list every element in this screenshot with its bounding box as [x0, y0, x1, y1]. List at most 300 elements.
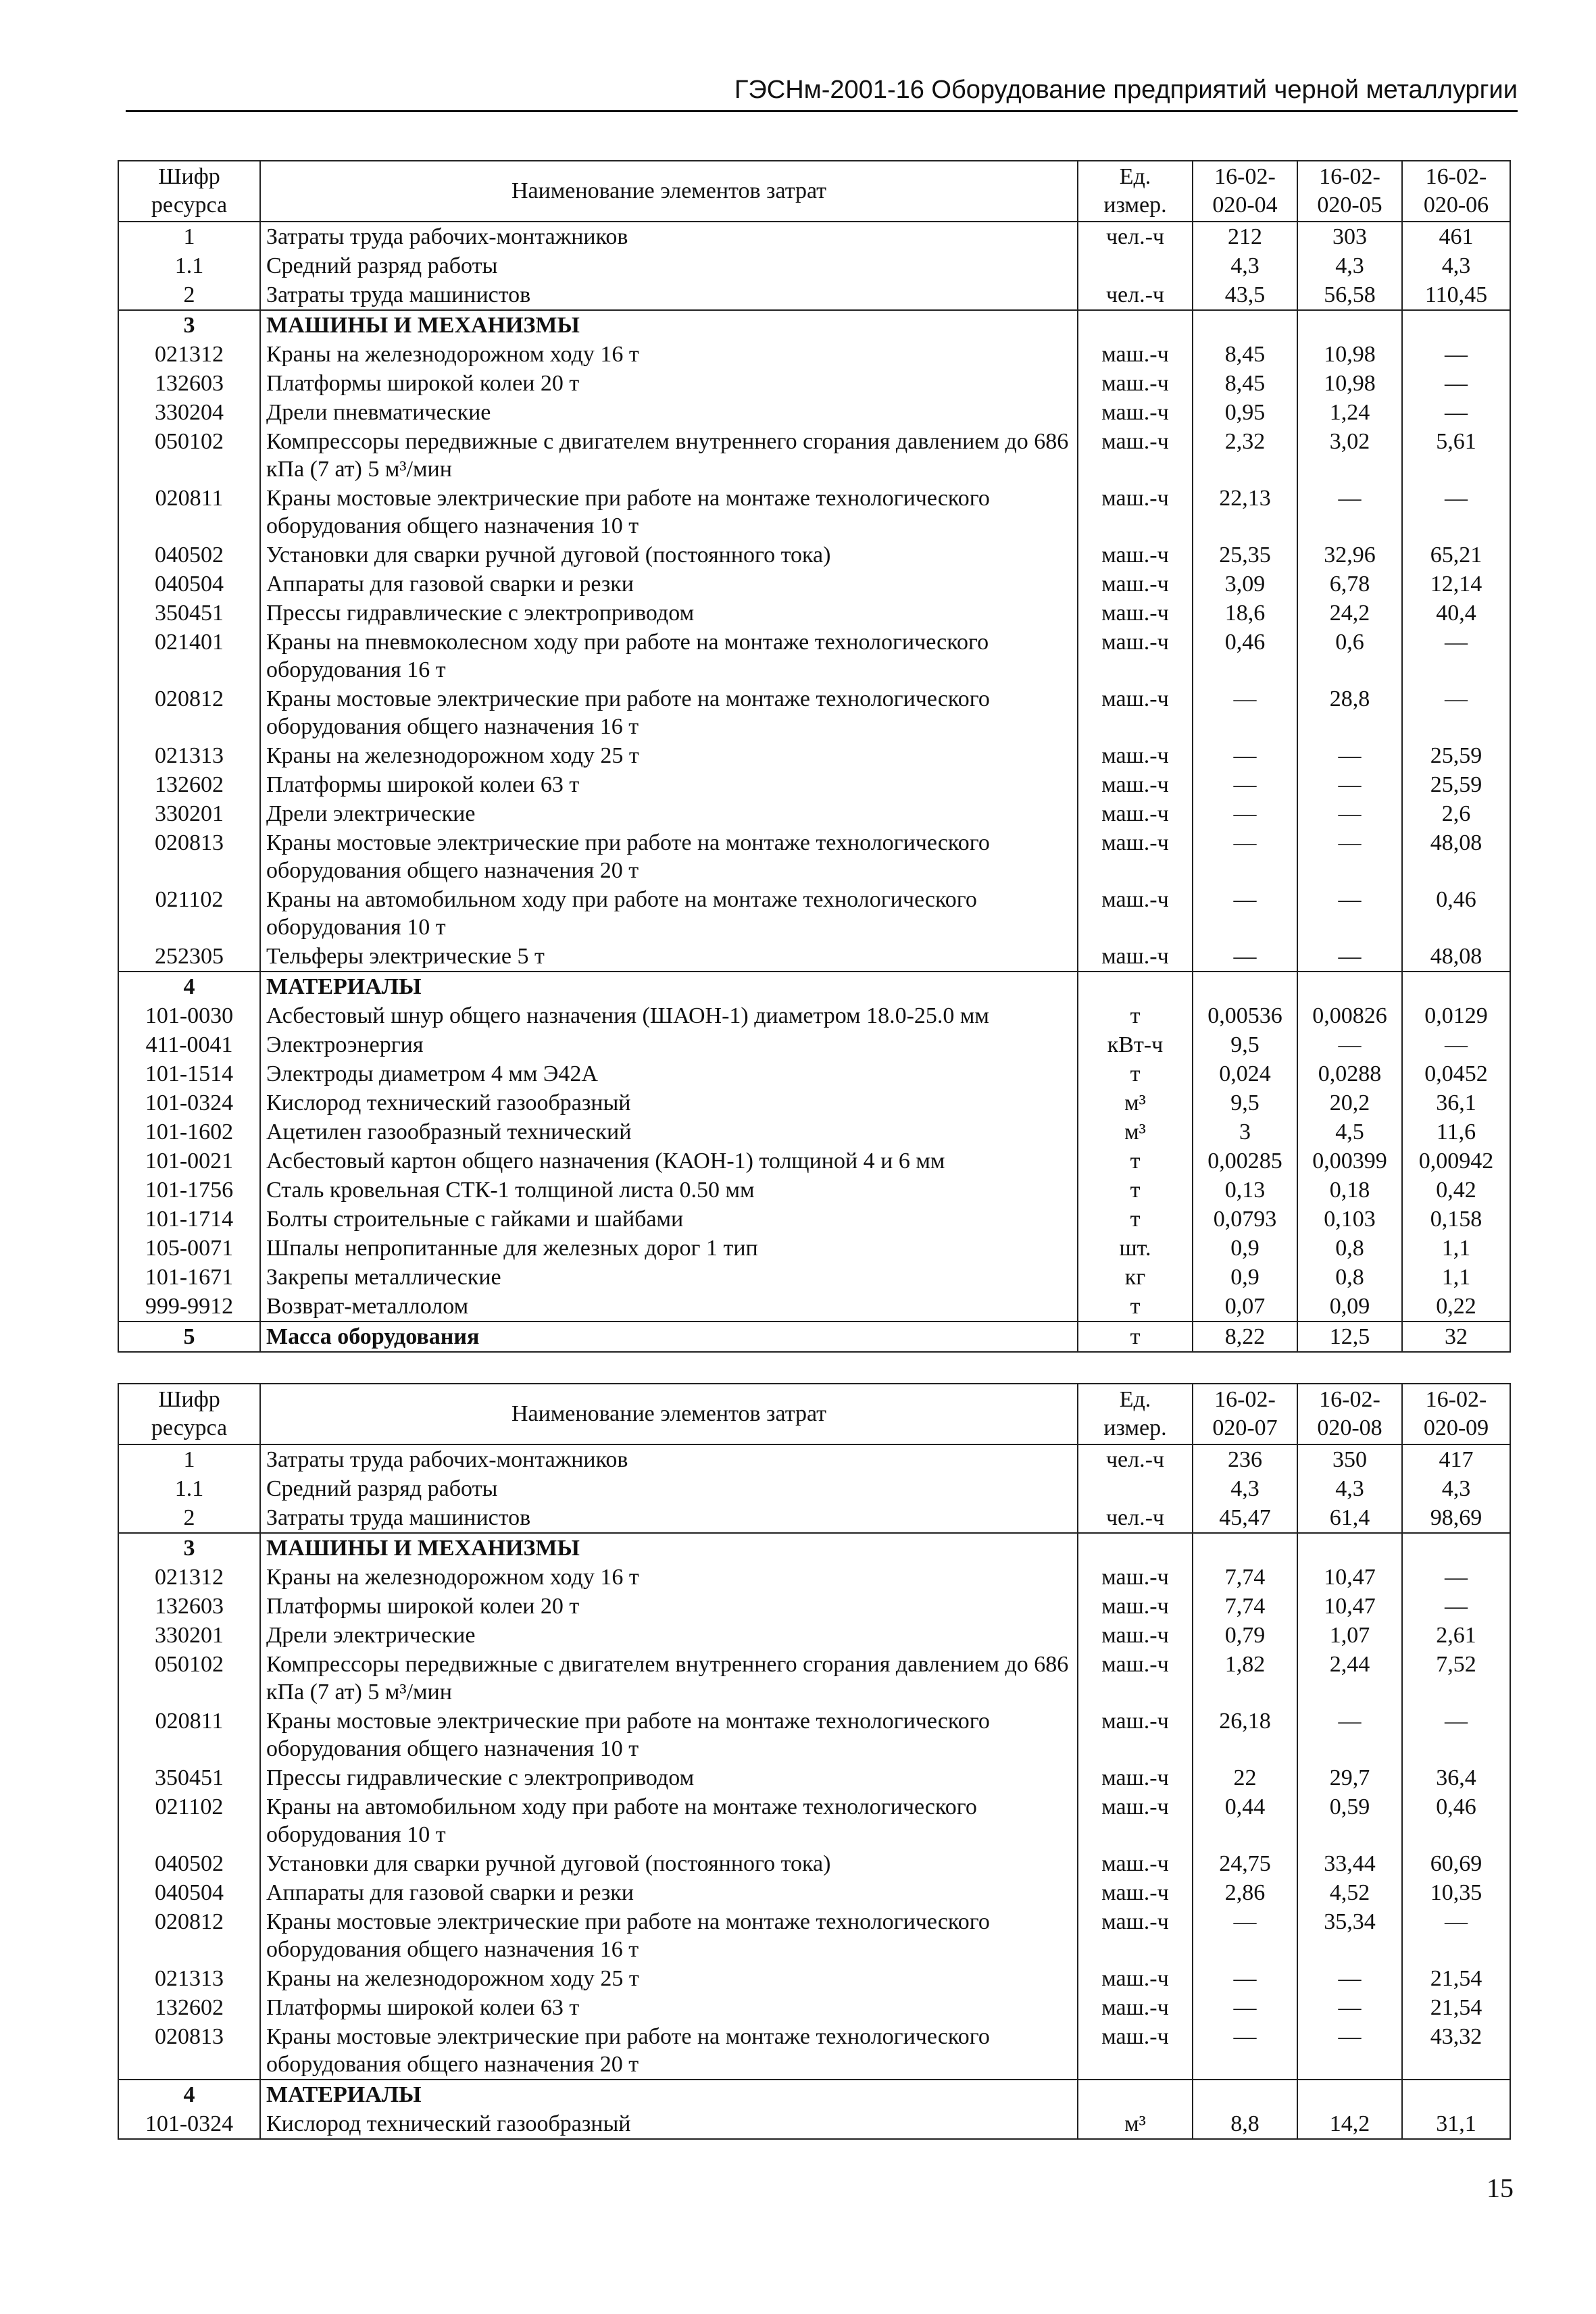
norm-value: 43,32 [1402, 2022, 1510, 2080]
resource-code: 020813 [118, 828, 260, 885]
norm-value: 12,5 [1297, 1322, 1402, 1352]
table-row [118, 1907, 1510, 1964]
resource-code: 021102 [118, 1792, 260, 1849]
resource-code: 3 [118, 310, 260, 340]
cost-element-name: Платформы широкой колеи 63 т [260, 770, 1078, 799]
resource-code: 021313 [118, 741, 260, 770]
cost-element-name: Возврат-металлолом [260, 1292, 1078, 1322]
resource-code: 020813 [118, 2022, 260, 2080]
header-line: 020-05 [1317, 193, 1382, 218]
cost-element-name: Установки для сварки ручной дуговой (постоянного тока) [260, 1849, 1078, 1878]
norm-value [1193, 972, 1297, 1001]
norm-value: 0,158 [1402, 1205, 1510, 1234]
cost-element-name: Сталь кровельная СТК-1 толщиной листа 0.50 мм [260, 1176, 1078, 1205]
norm-value: 25,59 [1402, 770, 1510, 799]
resource-code: 101-0021 [118, 1147, 260, 1176]
norm-value: 56,58 [1297, 280, 1402, 310]
norm-value: — [1402, 1030, 1510, 1059]
norm-value: 60,69 [1402, 1849, 1510, 1878]
norm-value: 22 [1193, 1763, 1297, 1792]
unit-of-measure: маш.-ч [1078, 684, 1193, 741]
norm-value: 36,4 [1402, 1763, 1510, 1792]
norm-value: 0,44 [1193, 1792, 1297, 1849]
norm-value: 21,54 [1402, 1993, 1510, 2022]
resource-code: 050102 [118, 1650, 260, 1707]
resource-code: 020811 [118, 484, 260, 540]
resource-code: 132603 [118, 369, 260, 398]
norm-value: 4,3 [1297, 1474, 1402, 1503]
norm-value: 98,69 [1402, 1503, 1510, 1533]
table-row [118, 972, 1510, 1001]
norm-value: 0,0129 [1402, 1001, 1510, 1030]
norm-value: 4,3 [1402, 1474, 1510, 1503]
resource-code: 020811 [118, 1707, 260, 1763]
norm-value: 4,5 [1297, 1117, 1402, 1147]
norm-value: 32 [1402, 1322, 1510, 1352]
cost-element-name: Закрепы металлические [260, 1263, 1078, 1292]
cost-element-name: Краны на железнодорожном ходу 25 т [260, 1964, 1078, 1993]
norm-value: 0,09 [1297, 1292, 1402, 1322]
cost-element-name: МАШИНЫ И МЕХАНИЗМЫ [260, 1533, 1078, 1563]
table-row [118, 251, 1510, 280]
unit-of-measure: маш.-ч [1078, 1650, 1193, 1707]
resource-code: 021312 [118, 1563, 260, 1592]
norm-value: 35,34 [1297, 1907, 1402, 1964]
cost-element-name: Прессы гидравлические с электроприводом [260, 1763, 1078, 1792]
header-rule [126, 110, 1518, 112]
norm-value: 0,0793 [1193, 1205, 1297, 1234]
header-line: Шифр [158, 164, 220, 189]
norm-value: 25,35 [1193, 540, 1297, 570]
cost-element-name: Краны мостовые электрические при работе на монтаже технологического оборудования общего назначения 20 т [260, 2022, 1078, 2080]
unit-of-measure: маш.-ч [1078, 942, 1193, 972]
resource-code: 020812 [118, 1907, 260, 1964]
unit-of-measure: маш.-ч [1078, 570, 1193, 599]
norm-value: 0,18 [1297, 1176, 1402, 1205]
norm-value: 24,75 [1193, 1849, 1297, 1878]
table-row [118, 2022, 1510, 2080]
cost-element-name: Шпалы непропитанные для железных дорог 1 тип [260, 1234, 1078, 1263]
cost-element-name: Затраты труда рабочих-монтажников [260, 222, 1078, 251]
norm-value: — [1402, 1592, 1510, 1621]
resource-code: 2 [118, 280, 260, 310]
resource-code: 4 [118, 972, 260, 1001]
cost-element-name: Дрели пневматические [260, 398, 1078, 427]
table-row [118, 540, 1510, 570]
cost-element-name: Краны на пневмоколесном ходу при работе на монтаже технологического оборудования 16 т [260, 628, 1078, 684]
unit-of-measure: маш.-ч [1078, 599, 1193, 628]
resource-code: 040502 [118, 1849, 260, 1878]
cost-element-name: Установки для сварки ручной дуговой (постоянного тока) [260, 540, 1078, 570]
table-row [118, 741, 1510, 770]
unit-of-measure [1078, 972, 1193, 1001]
table-row [118, 1533, 1510, 1563]
table-row [118, 1707, 1510, 1763]
cost-element-name: Дрели электрические [260, 799, 1078, 828]
header-norm-code [1297, 161, 1402, 222]
cost-element-name: МАШИНЫ И МЕХАНИЗМЫ [260, 310, 1078, 340]
unit-of-measure: чел.-ч [1078, 1444, 1193, 1474]
norm-value: 31,1 [1402, 2109, 1510, 2139]
norm-value: 4,3 [1402, 251, 1510, 280]
unit-of-measure: маш.-ч [1078, 1849, 1193, 1878]
unit-of-measure: маш.-ч [1078, 1563, 1193, 1592]
table-row [118, 1878, 1510, 1907]
norm-value: 33,44 [1297, 1849, 1402, 1878]
unit-of-measure: маш.-ч [1078, 1792, 1193, 1849]
resource-code: 350451 [118, 1763, 260, 1792]
norm-value: — [1193, 684, 1297, 741]
table-row [118, 2080, 1510, 2109]
norm-value: 8,45 [1193, 340, 1297, 369]
norm-value: 5,61 [1402, 427, 1510, 484]
norm-value: 10,35 [1402, 1878, 1510, 1907]
norm-value: 0,46 [1402, 1792, 1510, 1849]
table-row [118, 1322, 1510, 1352]
table-header-row [118, 161, 1510, 222]
cost-element-name: Краны мостовые электрические при работе на монтаже технологического оборудования общего назначения 16 т [260, 1907, 1078, 1964]
unit-of-measure: кВт-ч [1078, 1030, 1193, 1059]
norm-value: 8,8 [1193, 2109, 1297, 2139]
norm-value: — [1297, 885, 1402, 942]
header-line: 16-02- [1319, 1387, 1380, 1412]
cost-element-name: Ацетилен газообразный технический [260, 1117, 1078, 1147]
header-unit [1078, 161, 1193, 222]
resource-code: 132603 [118, 1592, 260, 1621]
norm-value: — [1193, 942, 1297, 972]
norm-value: 0,00399 [1297, 1147, 1402, 1176]
cost-element-name: Аппараты для газовой сварки и резки [260, 1878, 1078, 1907]
resource-code: 020812 [118, 684, 260, 741]
unit-of-measure: т [1078, 1001, 1193, 1030]
norm-value: 12,14 [1402, 570, 1510, 599]
unit-of-measure: чел.-ч [1078, 1503, 1193, 1533]
table-row [118, 484, 1510, 540]
cost-element-name: Электроэнергия [260, 1030, 1078, 1059]
unit-of-measure: м³ [1078, 1088, 1193, 1117]
resource-code: 132602 [118, 1993, 260, 2022]
norm-value: — [1193, 1964, 1297, 1993]
header-line: измер. [1103, 1415, 1167, 1440]
resource-code: 3 [118, 1533, 260, 1563]
header-norm-code [1193, 1384, 1297, 1444]
resource-code: 040502 [118, 540, 260, 570]
resource-code: 021401 [118, 628, 260, 684]
header-code [118, 161, 260, 222]
norm-value: — [1193, 770, 1297, 799]
header-unit [1078, 1384, 1193, 1444]
resource-code: 021102 [118, 885, 260, 942]
norm-value [1193, 310, 1297, 340]
cost-element-name: Краны мостовые электрические при работе на монтаже технологического оборудования общего назначения 10 т [260, 484, 1078, 540]
norm-value: — [1193, 799, 1297, 828]
table-row [118, 1964, 1510, 1993]
cost-element-name: Затраты труда рабочих-монтажников [260, 1444, 1078, 1474]
norm-value: 21,54 [1402, 1964, 1510, 1993]
cost-element-name: Кислород технический газообразный [260, 2109, 1078, 2139]
header-norm-code [1402, 161, 1510, 222]
norm-value: 1,1 [1402, 1263, 1510, 1292]
resource-code: 2 [118, 1503, 260, 1533]
cost-element-name: МАТЕРИАЛЫ [260, 2080, 1078, 2109]
table-row [118, 1088, 1510, 1117]
norm-value: — [1297, 484, 1402, 540]
norm-value: 29,7 [1297, 1763, 1402, 1792]
norm-value [1297, 310, 1402, 340]
norm-value [1402, 310, 1510, 340]
unit-of-measure: маш.-ч [1078, 628, 1193, 684]
resource-code: 1 [118, 222, 260, 251]
norm-value: 8,22 [1193, 1322, 1297, 1352]
norm-value: 0,00826 [1297, 1001, 1402, 1030]
header-code [118, 1384, 260, 1444]
unit-of-measure [1078, 310, 1193, 340]
cost-element-name: Дрели электрические [260, 1621, 1078, 1650]
norm-value: — [1297, 942, 1402, 972]
header-line: 16-02- [1425, 164, 1487, 189]
cost-element-name: Прессы гидравлические с электроприводом [260, 599, 1078, 628]
header-line: 020-06 [1423, 193, 1489, 218]
resource-code: 050102 [118, 427, 260, 484]
norm-value: 32,96 [1297, 540, 1402, 570]
unit-of-measure: маш.-ч [1078, 340, 1193, 369]
norm-value [1297, 972, 1402, 1001]
unit-of-measure: маш.-ч [1078, 2022, 1193, 2080]
unit-of-measure: маш.-ч [1078, 427, 1193, 484]
norm-value: 212 [1193, 222, 1297, 251]
norm-value: — [1297, 828, 1402, 885]
resource-code: 5 [118, 1322, 260, 1352]
cost-element-name: МАТЕРИАЛЫ [260, 972, 1078, 1001]
table-row [118, 770, 1510, 799]
norm-value: — [1297, 1993, 1402, 2022]
table-row [118, 1993, 1510, 2022]
norm-value: — [1193, 2022, 1297, 2080]
cost-element-name: Платформы широкой колеи 20 т [260, 1592, 1078, 1621]
norm-value: 2,44 [1297, 1650, 1402, 1707]
header-line: 020-07 [1212, 1415, 1278, 1440]
cost-element-name: Краны на железнодорожном ходу 16 т [260, 340, 1078, 369]
norm-value: 26,18 [1193, 1707, 1297, 1763]
norm-value [1402, 2080, 1510, 2109]
unit-of-measure: маш.-ч [1078, 398, 1193, 427]
page-number: 15 [1487, 2173, 1514, 2203]
unit-of-measure [1078, 251, 1193, 280]
norm-value: 0,9 [1193, 1263, 1297, 1292]
norm-value: 0,95 [1193, 398, 1297, 427]
resource-code: 4 [118, 2080, 260, 2109]
norm-value: — [1402, 398, 1510, 427]
cost-element-name: Краны на автомобильном ходу при работе на монтаже технологического оборудования 10 т [260, 1792, 1078, 1849]
norm-value: — [1402, 369, 1510, 398]
table-row [118, 2109, 1510, 2139]
table-row [118, 1563, 1510, 1592]
table-row [118, 1763, 1510, 1792]
table-row [118, 1234, 1510, 1263]
norm-value: 10,47 [1297, 1563, 1402, 1592]
norm-value: 0,42 [1402, 1176, 1510, 1205]
cost-element-name: Асбестовый картон общего назначения (КАОН-1) толщиной 4 и 6 мм [260, 1147, 1078, 1176]
norm-value: — [1297, 1030, 1402, 1059]
header-line: 16-02- [1214, 164, 1276, 189]
norm-value: 48,08 [1402, 942, 1510, 972]
norm-value: 4,3 [1193, 251, 1297, 280]
resource-code: 101-1756 [118, 1176, 260, 1205]
resource-code: 101-0324 [118, 1088, 260, 1117]
table-row [118, 1503, 1510, 1533]
resource-code: 021313 [118, 1964, 260, 1993]
norm-value: 0,46 [1402, 885, 1510, 942]
norm-value: 1,1 [1402, 1234, 1510, 1263]
unit-of-measure: маш.-ч [1078, 1763, 1193, 1792]
norm-value: — [1193, 885, 1297, 942]
cost-element-name: Платформы широкой колеи 20 т [260, 369, 1078, 398]
unit-of-measure: т [1078, 1147, 1193, 1176]
header-line: 16-02- [1319, 164, 1380, 189]
norm-value: 236 [1193, 1444, 1297, 1474]
header-line: Ед. [1119, 164, 1151, 189]
norm-value: 3,02 [1297, 427, 1402, 484]
norm-value [1402, 1533, 1510, 1563]
norm-value: 2,6 [1402, 799, 1510, 828]
unit-of-measure: т [1078, 1059, 1193, 1088]
table-row [118, 1474, 1510, 1503]
resource-code: 101-1514 [118, 1059, 260, 1088]
unit-of-measure: маш.-ч [1078, 1878, 1193, 1907]
unit-of-measure: м³ [1078, 1117, 1193, 1147]
resource-table-2 [118, 1383, 1511, 2140]
header-line: Ед. [1119, 1387, 1151, 1412]
norm-value: 0,07 [1193, 1292, 1297, 1322]
resource-code: 330201 [118, 799, 260, 828]
norm-value: — [1193, 1993, 1297, 2022]
norm-value: 4,3 [1193, 1474, 1297, 1503]
resource-code: 330201 [118, 1621, 260, 1650]
table-row [118, 1263, 1510, 1292]
cost-element-name: Затраты труда машинистов [260, 1503, 1078, 1533]
norm-value: 461 [1402, 222, 1510, 251]
cost-element-name: Средний разряд работы [260, 251, 1078, 280]
table-row [118, 1117, 1510, 1147]
table-row [118, 1792, 1510, 1849]
norm-value [1297, 1533, 1402, 1563]
table-row [118, 1444, 1510, 1474]
norm-value: 11,6 [1402, 1117, 1510, 1147]
header-line: 020-09 [1423, 1415, 1489, 1440]
norm-value: 7,52 [1402, 1650, 1510, 1707]
table-row [118, 1059, 1510, 1088]
resource-code: 999-9912 [118, 1292, 260, 1322]
norm-value: 0,9 [1193, 1234, 1297, 1263]
cost-element-name: Краны на автомобильном ходу при работе на монтаже технологического оборудования 10 т [260, 885, 1078, 942]
resource-code: 1.1 [118, 1474, 260, 1503]
norm-value: 18,6 [1193, 599, 1297, 628]
header-line: Шифр [158, 1387, 220, 1412]
header-line: 16-02- [1214, 1387, 1276, 1412]
resource-code: 101-1671 [118, 1263, 260, 1292]
resource-code: 1 [118, 1444, 260, 1474]
unit-of-measure [1078, 1533, 1193, 1563]
norm-value: 10,47 [1297, 1592, 1402, 1621]
table-row [118, 1592, 1510, 1621]
header-line: ресурса [151, 193, 228, 218]
cost-element-name: Затраты труда машинистов [260, 280, 1078, 310]
header-line: 16-02- [1425, 1387, 1487, 1412]
table-row [118, 828, 1510, 885]
unit-of-measure: т [1078, 1292, 1193, 1322]
table-row [118, 280, 1510, 310]
header-name: Наименование элементов затрат [260, 1384, 1078, 1444]
header-norm-code [1402, 1384, 1510, 1444]
cost-element-name: Аппараты для газовой сварки и резки [260, 570, 1078, 599]
resource-code: 021312 [118, 340, 260, 369]
norm-value: 61,4 [1297, 1503, 1402, 1533]
norm-value: 28,8 [1297, 684, 1402, 741]
norm-value: 0,59 [1297, 1792, 1402, 1849]
table-row [118, 628, 1510, 684]
cost-element-name: Краны на железнодорожном ходу 16 т [260, 1563, 1078, 1592]
unit-of-measure: чел.-ч [1078, 280, 1193, 310]
header-line: измер. [1103, 193, 1167, 218]
unit-of-measure: шт. [1078, 1234, 1193, 1263]
norm-value: — [1193, 741, 1297, 770]
norm-value: 0,79 [1193, 1621, 1297, 1650]
resource-code: 1.1 [118, 251, 260, 280]
unit-of-measure: кг [1078, 1263, 1193, 1292]
cost-element-name: Краны на железнодорожном ходу 25 т [260, 741, 1078, 770]
cost-element-name: Компрессоры передвижные с двигателем внутреннего сгорания давлением до 686 кПа (7 ат) 5 м³/мин [260, 427, 1078, 484]
cost-element-name: Кислород технический газообразный [260, 1088, 1078, 1117]
norm-value: 0,0452 [1402, 1059, 1510, 1088]
unit-of-measure: маш.-ч [1078, 770, 1193, 799]
resource-code: 330204 [118, 398, 260, 427]
header-line: 020-04 [1212, 193, 1278, 218]
resource-code: 101-0030 [118, 1001, 260, 1030]
cost-element-name: Электроды диаметром 4 мм Э42А [260, 1059, 1078, 1088]
header-norm-code [1297, 1384, 1402, 1444]
unit-of-measure: маш.-ч [1078, 540, 1193, 570]
table-row [118, 684, 1510, 741]
norm-value: — [1297, 741, 1402, 770]
table-row [118, 310, 1510, 340]
table-row [118, 570, 1510, 599]
norm-value: — [1402, 1907, 1510, 1964]
table-row [118, 942, 1510, 972]
norm-value: 0,024 [1193, 1059, 1297, 1088]
norm-value: 22,13 [1193, 484, 1297, 540]
table-row [118, 599, 1510, 628]
norm-value: 0,00942 [1402, 1147, 1510, 1176]
norm-value: 65,21 [1402, 540, 1510, 570]
norm-value: 40,4 [1402, 599, 1510, 628]
norm-value: 0,8 [1297, 1263, 1402, 1292]
norm-value: — [1402, 684, 1510, 741]
norm-value: — [1402, 628, 1510, 684]
unit-of-measure: маш.-ч [1078, 828, 1193, 885]
table-row [118, 1650, 1510, 1707]
cost-element-name: Краны мостовые электрические при работе на монтаже технологического оборудования общего назначения 10 т [260, 1707, 1078, 1763]
table-row [118, 1030, 1510, 1059]
norm-value: 8,45 [1193, 369, 1297, 398]
norm-value: 350 [1297, 1444, 1402, 1474]
norm-value: 45,47 [1193, 1503, 1297, 1533]
norm-value: 7,74 [1193, 1563, 1297, 1592]
norm-value: 2,61 [1402, 1621, 1510, 1650]
norm-value: 4,52 [1297, 1878, 1402, 1907]
resource-code: 350451 [118, 599, 260, 628]
norm-value: 14,2 [1297, 2109, 1402, 2139]
norm-value: 0,103 [1297, 1205, 1402, 1234]
